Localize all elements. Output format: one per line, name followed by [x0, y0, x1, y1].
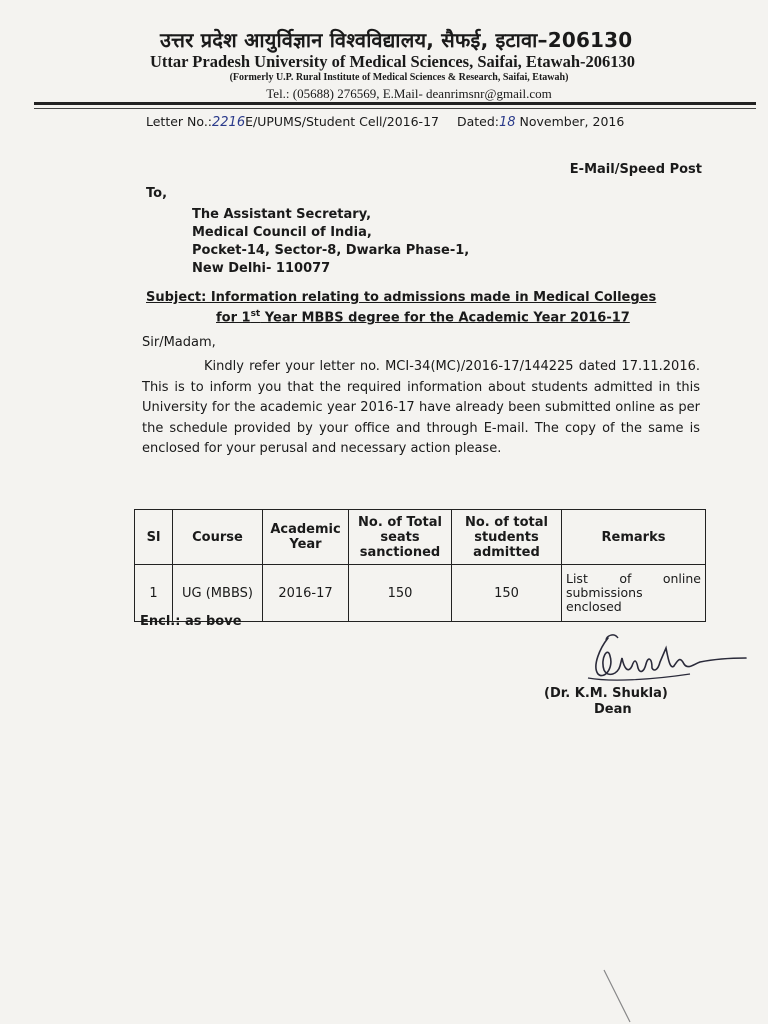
header-rule-thin	[34, 108, 756, 109]
dated-label: Dated:	[456, 114, 499, 129]
subject-line	[146, 290, 706, 326]
col-header-remarks: Remarks	[562, 510, 706, 565]
col-header-sl: Sl	[135, 510, 173, 565]
cell-seats: 150	[349, 565, 452, 622]
table-row	[135, 565, 706, 622]
cell-course: UG (MBBS)	[173, 565, 263, 622]
subject-line-2: for 1st Year MBBS degree for the Academic Year 2016-17	[216, 309, 630, 326]
to-label: To,	[146, 186, 168, 201]
col-header-students-admitted: No. of total students admitted	[452, 510, 562, 565]
admissions-table	[134, 509, 706, 622]
col-header-academic-year: Academic Year	[263, 510, 349, 565]
recipient-address	[192, 206, 469, 278]
date-month-year: November, 2016	[515, 114, 625, 129]
letter-number-handwritten: 2216	[212, 115, 246, 130]
cell-sl: 1	[135, 565, 173, 622]
letter-reference: E/UPUMS/Student Cell/2016-17	[245, 114, 439, 129]
col-header-seats-sanctioned: No. of Total seats sanctioned	[349, 510, 452, 565]
enclosure-note: Encl.: as bove	[140, 614, 242, 629]
header-rule-thick	[34, 102, 756, 105]
salutation: Sir/Madam,	[142, 335, 216, 350]
table-header-row	[135, 510, 706, 565]
contact-line: Tel.: (05688) 276569, E.Mail- deanrimsnr@gmail.com	[266, 86, 552, 101]
address-line: Medical Council of India,	[192, 225, 372, 240]
scan-artifact-mark	[600, 968, 640, 1024]
address-line: New Delhi- 110077	[192, 261, 331, 276]
address-line: The Assistant Secretary,	[192, 207, 372, 222]
signatory-name: (Dr. K.M. Shukla)	[544, 686, 668, 701]
date-day-handwritten: 18	[499, 115, 516, 130]
cell-admitted: 150	[452, 565, 562, 622]
cell-year: 2016-17	[263, 565, 349, 622]
address-line: Pocket-14, Sector-8, Dwarka Phase-1,	[192, 243, 470, 258]
cell-remarks: List of online submissions enclosed	[562, 565, 706, 622]
university-name-english: Uttar Pradesh University of Medical Sciences, Saifai, Etawah-206130	[150, 52, 636, 71]
col-header-course: Course	[173, 510, 263, 565]
former-name: (Formerly U.P. Rural Institute of Medical Sciences & Research, Saifai, Etawah)	[229, 72, 569, 83]
handwritten-signature	[570, 628, 750, 686]
subject-line-1: Subject: Information relating to admissions made in Medical Colleges	[146, 290, 657, 305]
delivery-mode: E-Mail/Speed Post	[569, 162, 702, 177]
letter-body: Kindly refer your letter no. MCI-34(MC)/2016-17/144225 dated 17.11.2016. This is to inform you that the required information about students admitted in this University for the academic year 2016-17 have already been submitted online as per the schedule provided by your office and through E-mail. The copy of the same is enclosed for your perusal and necessary action please.	[142, 359, 700, 456]
letter-number-label: Letter No.:	[146, 114, 213, 129]
signatory-title: Dean	[594, 702, 632, 717]
letter-reference-line	[146, 114, 624, 130]
university-name-hindi: उत्तर प्रदेश आयुर्विज्ञान विश्वविद्यालय, सैफई, इटावा–206130	[160, 28, 633, 52]
